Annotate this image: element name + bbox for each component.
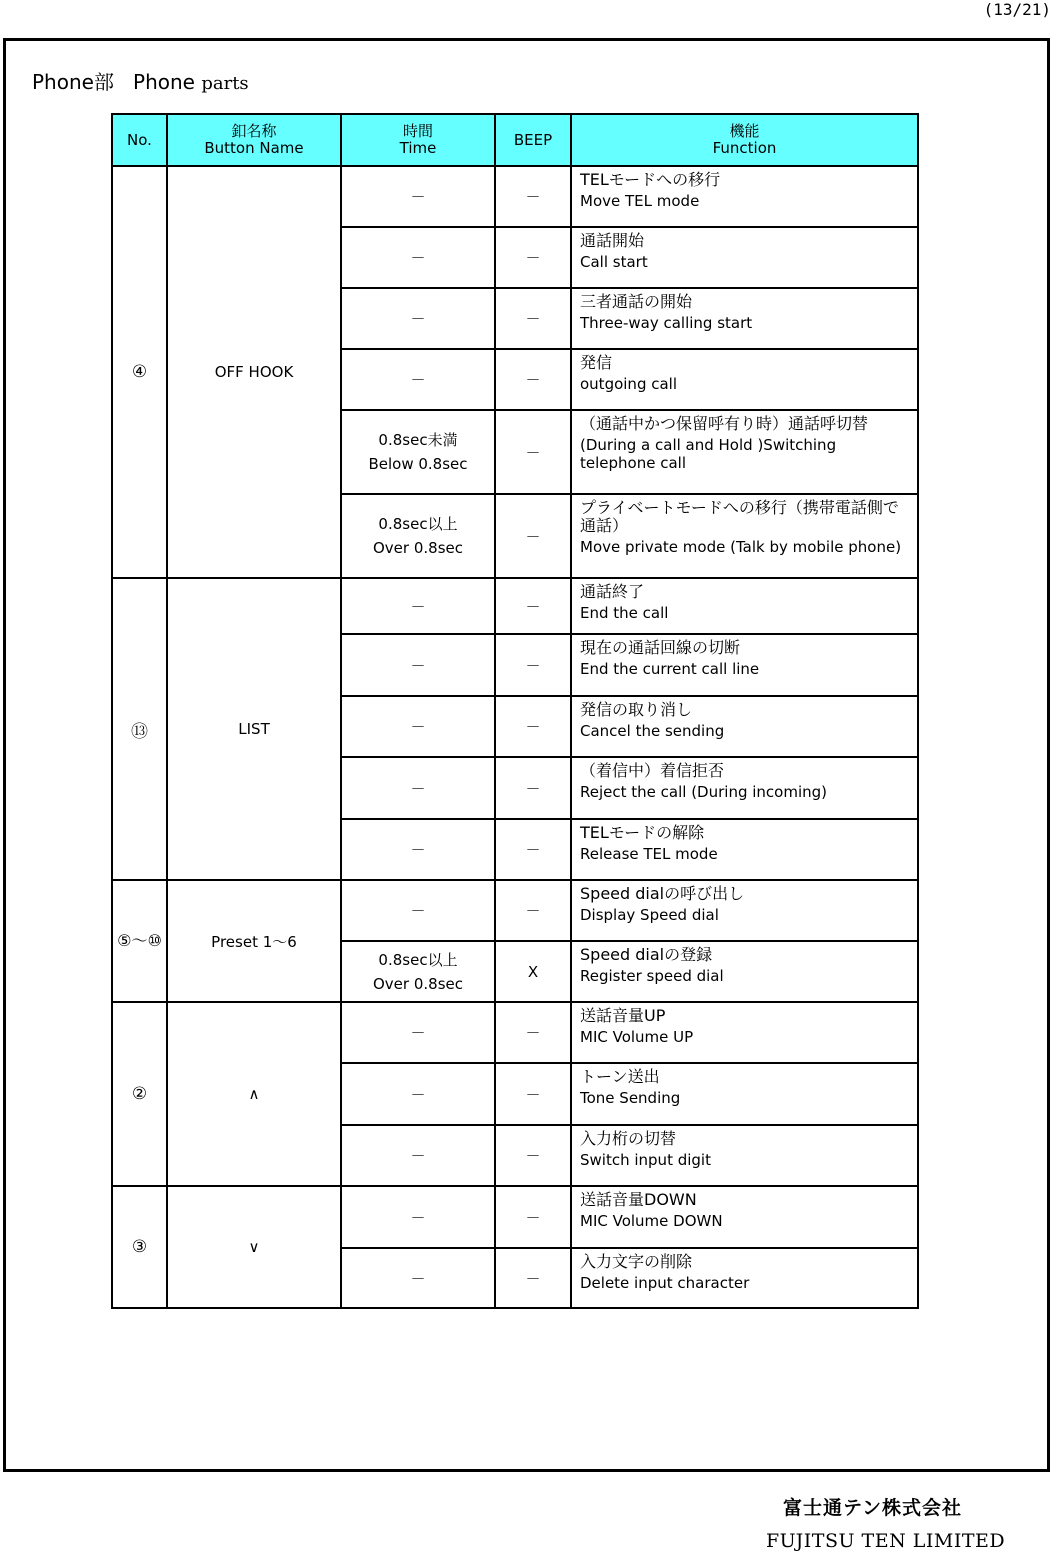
time-value: 0.8sec以上 <box>378 515 458 533</box>
heading-en-a: Phone <box>133 70 195 94</box>
function-jp: トーン送出 <box>580 1067 660 1086</box>
time-value: － <box>410 597 426 616</box>
company-name-en: FUJITSU TEN LIMITED <box>766 1530 1006 1552</box>
cell-beep: － <box>495 819 571 880</box>
cell-no: ② <box>112 1002 167 1186</box>
cell-time <box>341 288 495 349</box>
function-en: Delete input character <box>580 1274 750 1292</box>
cell-time <box>341 1186 495 1248</box>
cell-no: ④ <box>112 166 167 578</box>
cell-time <box>341 410 495 494</box>
cell-beep: － <box>495 410 571 494</box>
cell-function <box>571 941 918 1002</box>
table-row <box>112 166 918 227</box>
cell-beep: － <box>495 696 571 757</box>
cell-function <box>571 696 918 757</box>
function-jp: Speed dialの登録 <box>580 945 713 964</box>
cell-time <box>341 1248 495 1308</box>
cell-button-name: ∨ <box>167 1186 341 1308</box>
function-en: Three-way calling start <box>580 314 753 332</box>
function-en: Tone Sending <box>580 1089 681 1107</box>
function-jp: （着信中）着信拒否 <box>580 761 725 780</box>
function-jp: 入力桁の切替 <box>580 1129 677 1148</box>
table-header-row <box>112 114 918 166</box>
time-value: － <box>410 371 426 389</box>
cell-function <box>571 1002 918 1063</box>
function-jp: 入力文字の削除 <box>580 1252 693 1271</box>
cell-function <box>571 1125 918 1186</box>
cell-function <box>571 1248 918 1308</box>
cell-time <box>341 1125 495 1186</box>
cell-function <box>571 880 918 941</box>
function-jp: 発信の取り消し <box>580 700 693 719</box>
cell-function <box>571 494 918 578</box>
cell-beep: X <box>495 941 571 1002</box>
time-value-en: Below 0.8sec <box>368 455 468 473</box>
cell-time <box>341 578 495 634</box>
cell-beep: － <box>495 1248 571 1308</box>
function-jp: TELモードへの移行 <box>580 170 721 189</box>
cell-beep: － <box>495 880 571 941</box>
cell-function <box>571 227 918 288</box>
cell-time <box>341 819 495 880</box>
header-button-name: 釦名称 Button Name <box>167 114 341 166</box>
function-en: Register speed dial <box>580 967 724 985</box>
cell-time <box>341 166 495 227</box>
cell-time <box>341 227 495 288</box>
cell-no: ⑤～⑩ <box>112 880 167 1002</box>
cell-time <box>341 349 495 410</box>
cell-beep: － <box>495 494 571 578</box>
cell-time <box>341 1002 495 1063</box>
cell-beep: － <box>495 578 571 634</box>
function-jp: 送話音量DOWN <box>580 1190 697 1209</box>
function-en: (During a call and Hold )Switching telephone call <box>580 436 837 472</box>
function-jp: 発信 <box>580 353 613 372</box>
cell-no: ⑬ <box>112 578 167 880</box>
cell-function <box>571 349 918 410</box>
cell-function <box>571 819 918 880</box>
cell-time <box>341 941 495 1002</box>
table-row <box>112 1186 918 1248</box>
function-en: MIC Volume UP <box>580 1028 694 1046</box>
function-en: End the current call line <box>580 660 760 678</box>
function-en: Move private mode (Talk by mobile phone) <box>580 538 902 556</box>
cell-function <box>571 634 918 696</box>
time-value-en: Over 0.8sec <box>373 539 463 557</box>
function-en: Display Speed dial <box>580 906 719 924</box>
time-value: － <box>410 1024 426 1042</box>
header-no: No. <box>112 114 167 166</box>
time-value: － <box>410 1208 426 1227</box>
header-time: 時間 Time <box>341 114 495 166</box>
heading-jp: Phone部 <box>32 70 114 94</box>
cell-function <box>571 1186 918 1248</box>
time-value: － <box>410 902 426 920</box>
phone-button-table <box>111 113 919 1309</box>
section-heading <box>32 66 249 95</box>
time-value: － <box>410 249 426 267</box>
function-jp: 送話音量UP <box>580 1006 666 1025</box>
function-en: End the call <box>580 604 669 622</box>
cell-time <box>341 880 495 941</box>
cell-no: ③ <box>112 1186 167 1308</box>
cell-button-name: LIST <box>167 578 341 880</box>
time-value: － <box>410 188 426 206</box>
cell-time <box>341 1063 495 1125</box>
function-jp: プライベートモードへの移行（携帯電話側で通話） <box>580 498 899 535</box>
cell-function <box>571 757 918 819</box>
cell-function <box>571 288 918 349</box>
function-en: MIC Volume DOWN <box>580 1212 723 1230</box>
time-value: － <box>410 656 426 675</box>
table-row <box>112 578 918 634</box>
cell-beep: － <box>495 227 571 288</box>
cell-function <box>571 410 918 494</box>
function-en: Reject the call (During incoming) <box>580 783 827 801</box>
header-function: 機能 Function <box>571 114 918 166</box>
function-jp: （通話中かつ保留呼有り時）通話呼切替 <box>580 414 869 433</box>
time-value-en: Over 0.8sec <box>373 974 463 993</box>
time-value: 0.8sec未満 <box>378 431 458 449</box>
cell-button-name: Preset 1～6 <box>167 880 341 1002</box>
function-jp: Speed dialの呼び出し <box>580 884 745 903</box>
page-number: (13/21) <box>983 0 1051 19</box>
cell-button-name: ∧ <box>167 1002 341 1186</box>
function-en: outgoing call <box>580 375 678 393</box>
cell-beep: － <box>495 166 571 227</box>
time-value: 0.8sec以上 <box>378 950 458 969</box>
table-row <box>112 1002 918 1063</box>
cell-function <box>571 1063 918 1125</box>
function-en: Switch input digit <box>580 1151 711 1169</box>
function-jp: 三者通話の開始 <box>580 292 693 311</box>
time-value: － <box>410 718 426 736</box>
table-row <box>112 880 918 941</box>
cell-beep: － <box>495 634 571 696</box>
time-value: － <box>410 841 426 859</box>
cell-beep: － <box>495 1186 571 1248</box>
cell-beep: － <box>495 1063 571 1125</box>
cell-function <box>571 166 918 227</box>
time-value: － <box>410 1269 426 1288</box>
time-value: － <box>410 1147 426 1165</box>
function-en: Release TEL mode <box>580 845 718 863</box>
header-beep: BEEP <box>495 114 571 166</box>
time-value: － <box>410 1085 426 1104</box>
function-jp: 通話開始 <box>580 231 645 250</box>
function-jp: 通話終了 <box>580 582 645 601</box>
cell-time <box>341 494 495 578</box>
function-jp: 現在の通話回線の切断 <box>580 638 741 657</box>
function-en: Move TEL mode <box>580 192 700 210</box>
cell-function <box>571 578 918 634</box>
cell-time <box>341 634 495 696</box>
cell-beep: － <box>495 349 571 410</box>
function-en: Call start <box>580 253 648 271</box>
function-jp: TELモードの解除 <box>580 823 705 842</box>
function-en: Cancel the sending <box>580 722 725 740</box>
cell-time <box>341 696 495 757</box>
time-value: － <box>410 779 426 798</box>
time-value: － <box>410 310 426 328</box>
company-name-jp: 富士通テン株式会社 <box>783 1497 963 1519</box>
cell-beep: － <box>495 1125 571 1186</box>
cell-beep: － <box>495 757 571 819</box>
cell-beep: － <box>495 288 571 349</box>
cell-button-name: OFF HOOK <box>167 166 341 578</box>
cell-beep: － <box>495 1002 571 1063</box>
cell-time <box>341 757 495 819</box>
heading-en-b: parts <box>201 73 249 94</box>
